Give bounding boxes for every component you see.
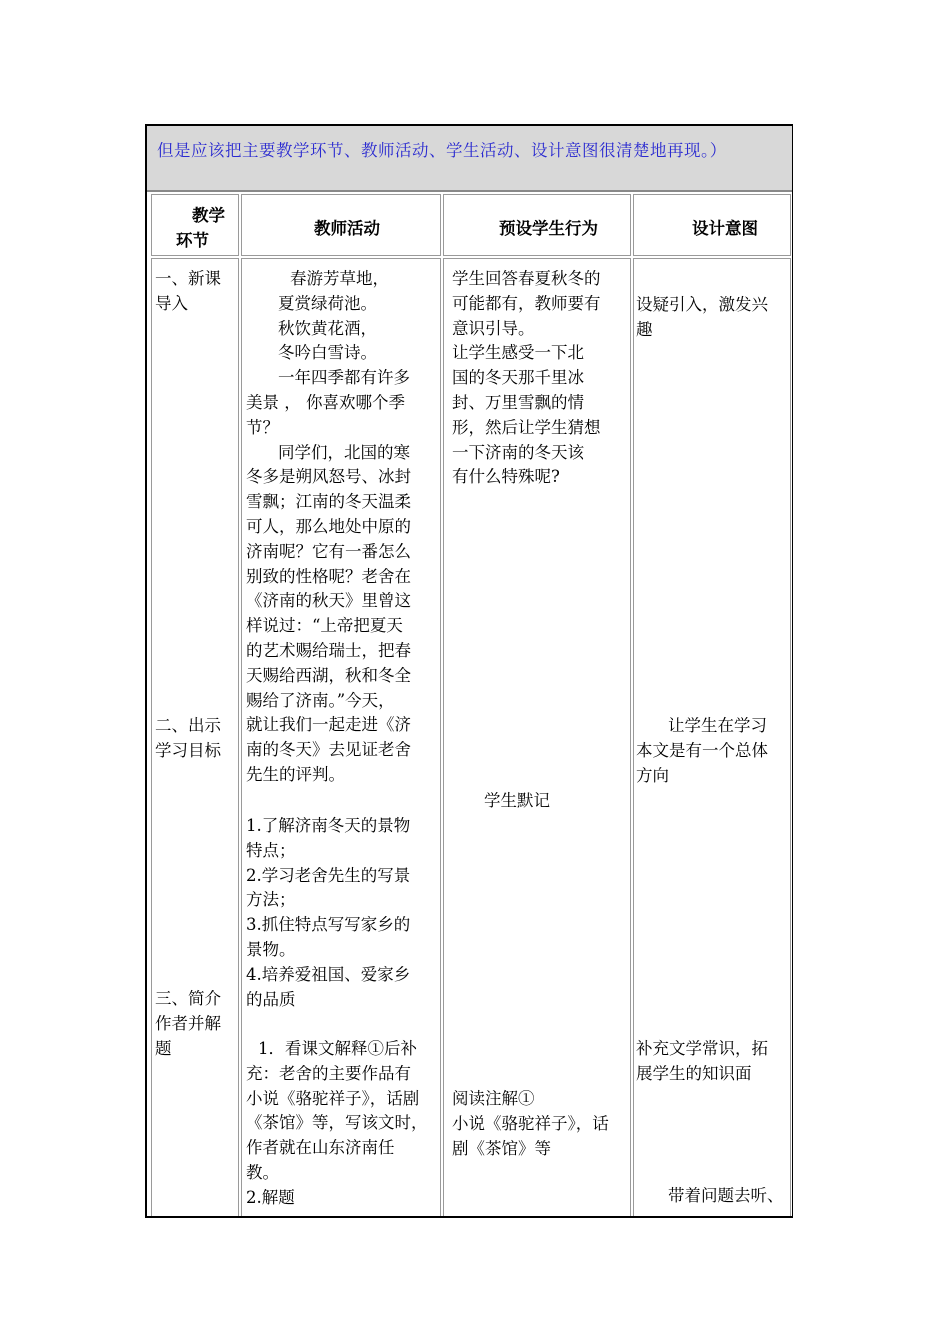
- header-stage-line1: 教学: [192, 206, 225, 225]
- teacher-text-line: 可人，那么地处中原的: [246, 516, 411, 536]
- teacher-text-line: 冬多是朔风怒号、冰封: [246, 467, 411, 487]
- teacher-text-line: 济南呢？它有一番怎么: [246, 541, 411, 561]
- header-intent: [633, 194, 791, 256]
- header-teacher-label: 教师活动: [314, 219, 380, 238]
- header-stage-line2: 环节: [176, 231, 209, 250]
- stage-column: [151, 258, 239, 1218]
- teacher-text-line: 南的冬天》去见证老舍: [246, 740, 411, 760]
- student-text-line: 有什么特殊呢?: [452, 467, 560, 487]
- intent-1-line1: 设疑引入，激发兴: [636, 295, 768, 314]
- stage-3-line1: 三、简介: [155, 989, 221, 1008]
- stage-2-line2: 学习目标: [155, 740, 221, 760]
- instruction-banner: [147, 126, 792, 192]
- intent-1-line2: 趣: [636, 319, 653, 339]
- poem-line-1: 春游芳草地，: [290, 269, 389, 288]
- teacher-text-line: 别致的性格呢？老舍在: [246, 566, 411, 586]
- student-column: [443, 258, 631, 1218]
- student-memorize: 学生默记: [484, 791, 550, 810]
- teacher-text-line: 一年四季都有许多: [278, 368, 410, 388]
- intent-2-line1: 让学生在学习: [668, 716, 767, 735]
- student-text-line: 学生回答春夏秋冬的: [452, 269, 601, 288]
- author-line: 2.解题: [246, 1187, 295, 1207]
- teacher-text-line: 节？: [246, 417, 279, 437]
- goal-3-line2: 景物。: [246, 939, 296, 959]
- poem-line-3: 秋饮黄花酒，: [278, 318, 377, 338]
- author-line: 小说《骆驼祥子》，话剧: [246, 1088, 420, 1108]
- author-line: 作者就在山东济南任: [246, 1138, 395, 1158]
- teacher-text-line: 美景 ， 你喜欢哪个季: [246, 392, 405, 412]
- teacher-text-line: 就让我们一起走进《济: [246, 715, 411, 735]
- student-read-line: 剧《茶馆》等: [452, 1138, 551, 1158]
- teacher-text-line: 样说过：“上帝把夏天: [246, 616, 403, 636]
- header-intent-label: 设计意图: [692, 219, 758, 238]
- stage-3-line2: 作者并解: [155, 1013, 221, 1033]
- student-text-line: 一下济南的冬天该: [452, 442, 584, 462]
- header-teacher: [241, 194, 441, 256]
- teacher-text-line: 先生的评判。: [246, 764, 345, 784]
- header-student: [443, 194, 631, 256]
- teacher-text-line: 赐给了济南。”今天，: [246, 690, 395, 710]
- intent-column: [633, 258, 791, 1218]
- intent-3-line2: 展学生的知识面: [636, 1063, 752, 1083]
- poem-line-4: 冬吟白雪诗。: [278, 343, 377, 363]
- student-text-line: 让学生感受一下北: [452, 343, 584, 363]
- teacher-text-line: 同学们，北国的寒: [278, 442, 410, 462]
- author-line: 充：老舍的主要作品有: [246, 1063, 411, 1083]
- stage-2-line1: 二、出示: [155, 716, 221, 735]
- stage-1-line1: 一、新课: [155, 269, 221, 288]
- student-text-line: 可能都有，教师要有: [452, 293, 601, 313]
- goal-3-line1: 3.抓住特点写写家乡的: [246, 915, 411, 935]
- student-read-line: 小说《骆驼祥子》，话: [452, 1113, 609, 1133]
- goal-2-line2: 方法；: [246, 890, 296, 910]
- banner-text: 但是应该把主要教学环节、教师活动、学生活动、设计意图很清楚地再现。）: [157, 141, 727, 160]
- header-student-label: 预设学生行为: [499, 219, 598, 238]
- poem-line-2: 夏赏绿荷池。: [278, 293, 377, 313]
- intent-2-line3: 方向: [636, 765, 669, 785]
- student-read-line: 阅读注解①: [452, 1089, 535, 1108]
- author-line: 1．看课文解释①后补: [258, 1039, 417, 1058]
- teacher-text-line: 天赐给西湖，秋和冬全: [246, 665, 411, 685]
- goal-2-line1: 2.学习老舍先生的写景: [246, 865, 411, 885]
- student-text-line: 形，然后让学生猜想: [452, 417, 601, 437]
- goal-1-line2: 特点；: [246, 840, 296, 860]
- header-stage: [151, 194, 239, 256]
- author-line: 《茶馆》等，写该文时，: [246, 1113, 428, 1133]
- intent-3-line1: 补充文学常识，拓: [636, 1039, 768, 1058]
- intent-2-line2: 本文是有一个总体: [636, 740, 768, 760]
- intent-4-line1: 带着问题去听、: [668, 1186, 784, 1205]
- teacher-column: [241, 258, 441, 1218]
- teacher-text-line: 的艺术赐给瑞士，把春: [246, 640, 411, 660]
- goal-4-line2: 的品质: [246, 989, 296, 1009]
- student-text-line: 封、万里雪飘的情: [452, 392, 584, 412]
- student-text-line: 国的冬天那千里冰: [452, 368, 584, 388]
- stage-1-line2: 导入: [155, 293, 188, 313]
- stage-3-line3: 题: [155, 1038, 172, 1058]
- teacher-text-line: 《济南的秋天》里曾这: [246, 591, 411, 611]
- author-line: 教。: [246, 1162, 279, 1182]
- goal-4-line1: 4.培养爱祖国、爱家乡: [246, 964, 411, 984]
- goal-1-line1: 1.了解济南冬天的景物: [246, 816, 411, 835]
- teacher-text-line: 雪飘；江南的冬天温柔: [246, 492, 411, 512]
- student-text-line: 意识引导。: [452, 318, 535, 338]
- lesson-plan-table: [145, 124, 793, 1218]
